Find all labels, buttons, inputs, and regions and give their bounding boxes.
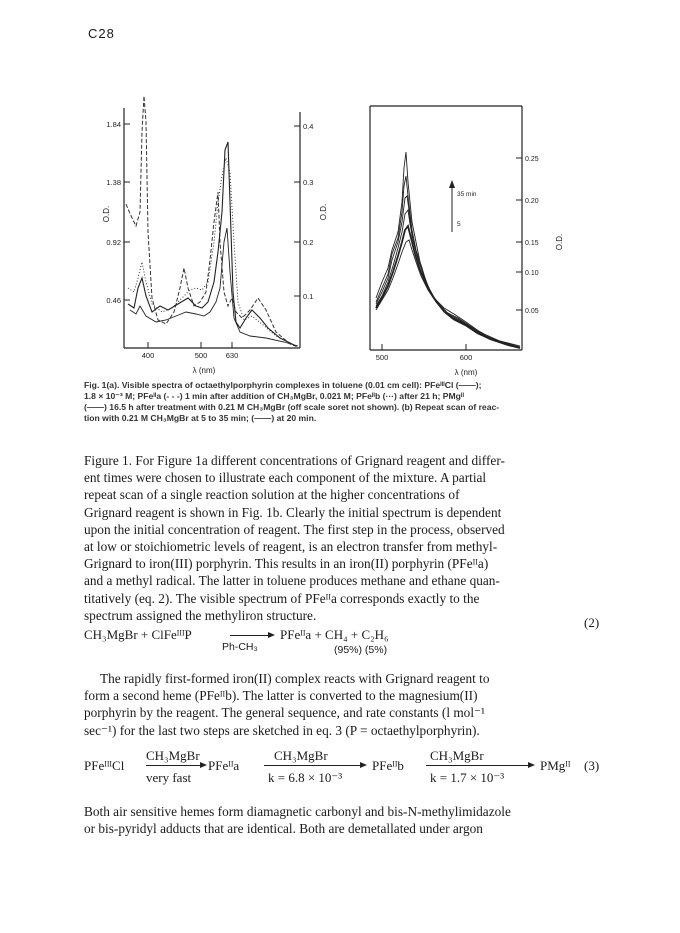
x-axis-label: λ (nm) (192, 366, 216, 375)
text-line: repeat scan of a single reaction solution at the higher concentrations of (84, 487, 460, 503)
tick-x-2: 500 (194, 351, 208, 360)
eq2-reactants: CH₃MgBr + ClFeᴵᴵᴵP (84, 627, 192, 643)
y-axis-label-b: O.D. (555, 233, 564, 251)
caption-line: Fig. 1(a). Visible spectra of octaethylporphyrin complexes in toluene (0.01 cm cell): PFeᴵᴵᴵCl (——); (84, 380, 482, 390)
eq2-solvent: Ph-CH₃ (222, 641, 258, 654)
tick-y-right-1: 0.4 (303, 122, 314, 131)
tick-y-right-3: 0.2 (303, 238, 314, 247)
tick-b-y-3: 0.15 (525, 240, 539, 247)
arrow-head-icon (449, 180, 455, 188)
article-body (84, 452, 614, 837)
tick-y-left-3: 0.92 (106, 238, 121, 247)
arrow-right-icon (360, 762, 367, 768)
arrow-right-icon (268, 632, 275, 638)
tick-y-left-1: 1.84 (106, 120, 121, 129)
paragraph-1 (84, 452, 614, 624)
tick-b-y-2: 0.20 (525, 198, 539, 205)
curve-family (376, 152, 520, 348)
y-axis-label-left: O.D. (102, 205, 111, 223)
text-line: ent times were chosen to illustrate each component of the mixture. A partial (84, 470, 487, 486)
text-line: spectrum assigned the methyliron structure. (84, 607, 317, 623)
tick-y-left-4: 0.46 (106, 296, 121, 305)
tick-y-right-4: 0.1 (303, 292, 314, 301)
annotation-35-min: 35 min (457, 191, 477, 198)
eq2-number: (2) (584, 615, 600, 631)
paragraph-2-cont (84, 687, 614, 739)
eq3-species-1: PFeᴵᴵᴵCl (84, 757, 125, 773)
eq2-arrow (230, 635, 270, 636)
eq3-rate-3: k = 1.7 × 10⁻³ (430, 769, 505, 785)
eq3-arrow-2 (264, 765, 362, 766)
eq3-reagent-3: CH₃MgBr (430, 747, 484, 763)
paragraph-3 (84, 803, 614, 837)
figure-1b-spectrum (362, 92, 582, 380)
text-line: Both air sensitive hemes form diamagnetic carbonyl and bis-N-methylimidazole (84, 803, 511, 819)
text-line: Grignard reagent is shown in Fig. 1b. Clearly the initial spectrum is dependent (84, 504, 502, 520)
eq3-species-4: PMgᴵᴵ (540, 757, 571, 773)
text-line: The rapidly first-formed iron(II) complex reacts with Grignard reagent to (100, 671, 490, 687)
tick-b-x-2: 600 (459, 353, 473, 362)
y-axis-label-right: O.D. (319, 203, 328, 221)
text-line: sec⁻¹) for the last two steps are sketched in eq. 3 (P = octaethylporphyrin). (84, 722, 480, 738)
annotation-5: 5 (457, 221, 461, 228)
tick-b-y-1: 0.25 (525, 156, 539, 163)
eq3-species-3: PFeᴵᴵb (372, 757, 404, 773)
eq2-yields: (95%) (5%) (334, 644, 388, 657)
figure-1a-spectrum (100, 92, 362, 380)
figure-caption (84, 380, 604, 424)
text-line: porphyrin by the reagent. The general sequence, and rate constants (l mol⁻¹ (84, 705, 486, 721)
text-line: upon the initial concentration of reagent. The first step in the process, observed (84, 521, 505, 537)
caption-line: 1.8 × 10⁻³ M; PFeᴵᴵa (- - -) 1 min after addition of CH₃MgBr, 0.021 M; PFeᴵᴵb (···) after 21 h; PMgᴵᴵ (84, 391, 464, 401)
tick-x-3: 630 (225, 351, 239, 360)
tick-b-y-4: 0.10 (525, 270, 539, 277)
curve-pfe2b (128, 158, 296, 346)
eq3-reagent-2: CH₃MgBr (274, 747, 328, 763)
text-line: form a second heme (PFeᴵᴵb). The latter is converted to the magnesium(II) (84, 688, 478, 704)
tick-y-left-2: 1.38 (106, 178, 121, 187)
eq3-arrow-3 (426, 765, 530, 766)
caption-line: tion with 0.21 M CH₃MgBr at 5 to 35 min; (——) at 20 min. (84, 413, 317, 423)
equation-3 (84, 747, 614, 793)
tick-b-x-1: 500 (375, 353, 389, 362)
eq3-rate-2: k = 6.8 × 10⁻³ (268, 769, 343, 785)
page-number: C28 (88, 26, 115, 41)
eq3-number: (3) (584, 757, 600, 773)
paragraph-2 (84, 670, 614, 687)
eq3-species-2: PFeᴵᴵa (208, 757, 240, 773)
x-axis-label-b: λ (nm) (454, 368, 478, 377)
text-line: and a methyl radical. The latter in toluene produces methane and ethane quan- (84, 573, 500, 589)
caption-line: (——) 16.5 h after treatment with 0.21 M CH₃MgBr (off scale soret not shown). (b) Repeat scan of reac- (84, 402, 500, 412)
text-line: titatively (eq. 2). The visible spectrum of PFeᴵᴵa corresponds exactly to the (84, 590, 480, 606)
text-line: at low or stoichiometric levels of reagent, is an electron transfer from methyl- (84, 539, 498, 555)
tick-y-right-2: 0.3 (303, 178, 314, 187)
arrow-right-icon (200, 762, 207, 768)
curve-pfe3cl (130, 228, 298, 346)
tick-x-1: 400 (141, 351, 155, 360)
text-line: Grignard to iron(III) porphyrin. This results in an iron(II) porphyrin (PFeᴵᴵa) (84, 556, 489, 572)
arrow-right-icon (528, 762, 535, 768)
eq3-reagent-1: CH₃MgBr (146, 747, 200, 763)
eq3-arrow-1 (146, 765, 202, 766)
text-line: or bis-pyridyl adducts that are identical. Both are demetallated under argon (84, 821, 483, 837)
eq3-rate-1: very fast (146, 769, 192, 785)
eq2-products: PFeᴵᴵa + CH₄ + C₂H₆ (280, 627, 389, 643)
tick-b-y-5: 0.05 (525, 308, 539, 315)
text-line: Figure 1. For Figure 1a different concentrations of Grignard reagent and differ- (84, 453, 505, 468)
